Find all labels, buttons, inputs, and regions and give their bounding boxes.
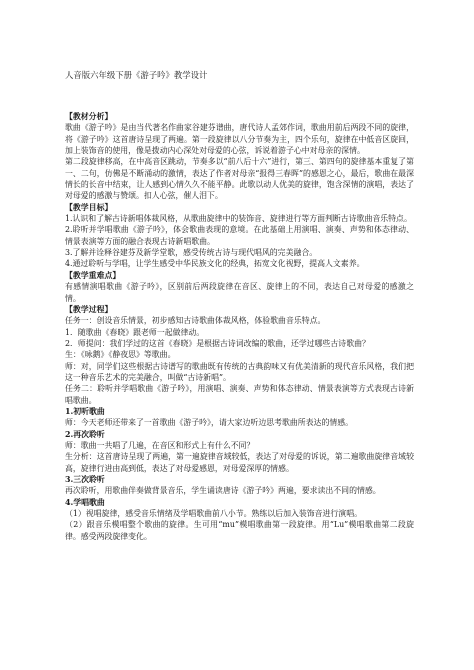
paragraph: 1．随歌曲《春晓》跟老师一起做律动。	[65, 327, 205, 337]
subsection-heading: 4.学唱歌曲	[65, 497, 105, 507]
paragraph: 2.聆听并学唱歌曲《游子吟》，体会歌曲表现的意境。在此基础上用演唱、演奏、声势和体态律动、情景表演等方面的融合表现古诗新唱歌曲。	[65, 225, 414, 246]
subsection-heading: 1.初听歌曲	[65, 406, 105, 416]
section-heading: 【教学过程】	[65, 304, 113, 314]
paragraph: （2）跟音乐模唱整个歌曲的旋律。生可用“mu”模唱歌曲第一段旋律。用“Lu”模唱歌曲第二段旋律。感受两段旋律变化。	[65, 520, 414, 541]
paragraph: 再次聆听，用歌曲伴奏做背景音乐，学生诵读唐诗《游子吟》两遍，要求读出不同的情感。	[65, 486, 381, 496]
subsection-heading: 2.再次聆听	[65, 429, 105, 439]
paragraph: （1）视唱旋律，感受音乐情绪及学唱歌曲前八小节。熟练以后加入装饰音进行演唱。	[65, 509, 362, 519]
document-title: 人音版六年级下册《游子吟》教学设计	[65, 70, 208, 80]
paragraph: 2．师提问：我们学过的这首《春晓》是根据古诗词改编的歌曲，还学过哪些古诗歌曲？	[65, 338, 370, 348]
paragraph: 师：歌曲一共唱了几遍，在音区和形式上有什么不同？	[65, 440, 255, 450]
section-heading: 【教材分析】	[65, 112, 113, 121]
paragraph: 第二段旋律移高，在中高音区跳动，节奏多以“前八后十六”进行，第三、第四句的旋律基本重复了第一、二句，仿佛是不断涌动的激情，表达了作者对母亲“报得三春晖”的感恩之心，最后，歌曲在最深情长的长音中结束，让人感到心情久久不能平静。此歌以动人优美的旋律，饱含深情的演唱，表达了对母爱的感激与赞颂。扣人心弦，催人泪下。	[65, 157, 414, 201]
paragraph: 任务一：创设音乐情景，初步感知古诗歌曲体裁风格，体验歌曲音乐特点。	[65, 316, 326, 326]
section-heading: 【教学重难点】	[65, 270, 121, 280]
paragraph: 生：《咏鹅》《静夜思》等歌曲。	[65, 350, 176, 360]
paragraph: 1.认识和了解古诗新唱体裁风格，从歌曲旋律中的装饰音、旋律进行等方面判断古诗歌曲音乐特点。	[65, 214, 412, 224]
paragraph: 生分析：这首唐诗呈现了两遍，第一遍旋律音域较低，表达了对母爱的诉说，第二遍歌曲旋律音域较高，旋律行进由高到低，表达了对母爱感恩，对母爱深厚的情感。	[65, 452, 414, 473]
paragraph: 任务二：聆听并学唱歌曲《游子吟》，用演唱、演奏、声势和体态律动、情景表演等方式表现古诗新唱歌曲。	[65, 384, 414, 405]
subsection-heading: 3.三次聆听	[65, 475, 105, 484]
paragraph: 师：今天老师还带来了一首歌曲《游子吟》，请大家边听边思考歌曲所表达的情感。	[65, 418, 354, 428]
paragraph: 4.通过聆听与学唱，让学生感受中华民族文化的经典，拓宽文化视野，提高人文素养。	[65, 259, 365, 269]
paragraph: 师：对，同学们这些根据古诗谱写的歌曲既有传统的古典韵味又有优美清新的现代音乐风格，我们把这一种音乐艺术的完美融合，叫做“古诗新唱”。	[65, 361, 414, 382]
section-heading: 【教学目标】	[65, 202, 113, 212]
document-body	[65, 111, 414, 542]
paragraph: 有感情演唱歌曲《游子吟》，区别前后两段旋律在音区、旋律上的不同，表达自己对母爱的感激之情。	[65, 282, 414, 303]
paragraph: 3.了解并诠释谷建芬及新学堂歌，感受传统古诗与现代唱风的完美融合。	[65, 248, 318, 258]
paragraph: 歌曲《游子吟》是由当代著名作曲家谷建芬谱曲，唐代诗人孟郊作词，歌曲用前后两段不同的旋律，将《游子吟》这首唐诗呈现了两遍。第一段旋律以八分节奏为主，四个乐句，旋律在中低音区旋回，加上装饰音的使用，像是拨动内心深处对母爱的心弦，诉说着游子心中对母亲的深情。	[65, 123, 414, 156]
